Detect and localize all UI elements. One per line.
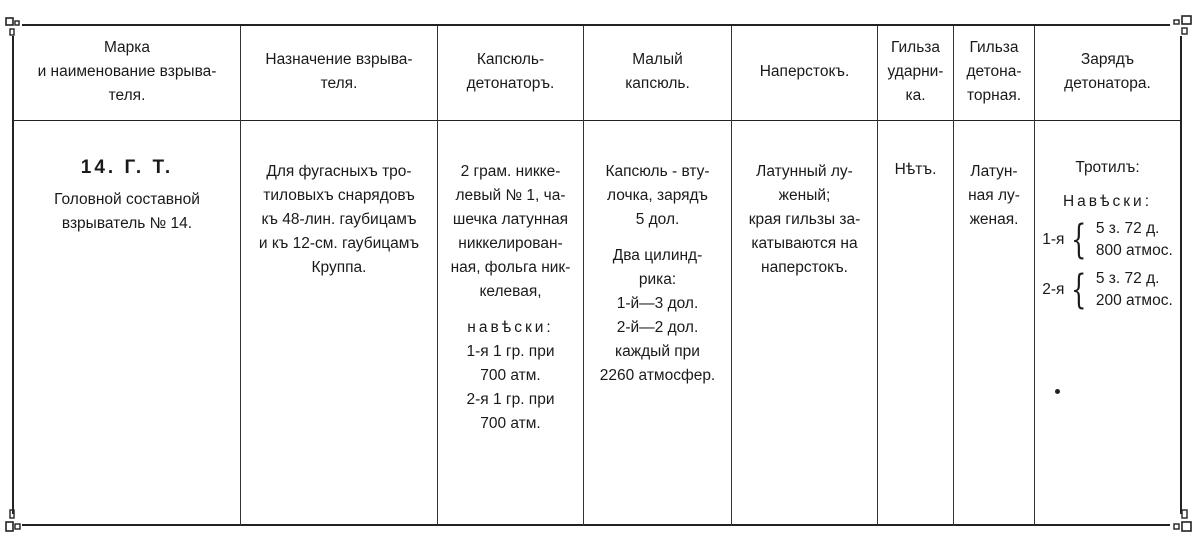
cell-gilza-detonatornaya [954, 160, 1034, 232]
charge-label: 2-я [1042, 281, 1065, 298]
header-marka [14, 26, 240, 118]
cell-text: 5 з. 72 д. [1095, 270, 1160, 287]
cell-text: 1-я 1 гр. при [466, 343, 555, 360]
header-text: капсюль. [625, 75, 690, 92]
cell-text: ная лу- [968, 187, 1020, 204]
header-text: Малый [632, 51, 683, 68]
cell-text: 2260 атмосфер. [599, 367, 716, 384]
header-text: Марка [103, 39, 151, 56]
header-kapsul-detonator [438, 26, 583, 118]
header-text: Гильза [969, 39, 1019, 56]
right-border [1180, 36, 1182, 514]
header-text: Наперстокъ. [759, 63, 850, 80]
cell-kapsul-detonator [438, 160, 583, 436]
cell-text: лочка, зарядъ [607, 187, 708, 204]
cell-text: Два цилинд- [612, 247, 703, 264]
cell-text: 5 дол. [635, 211, 680, 228]
cell-text: Латунный лу- [756, 163, 853, 180]
cell-text: 5 з. 72 д. [1095, 220, 1160, 237]
cell-text: рика: [638, 271, 677, 288]
header-text: теля. [108, 87, 146, 104]
cell-text: каждый при [615, 343, 700, 360]
header-text: Зарядъ [1080, 51, 1135, 68]
header-text: ударни- [887, 63, 944, 80]
header-zaryad [1035, 26, 1180, 118]
cell-text: никкелирован- [458, 235, 563, 252]
cell-text: ная, фольга ник- [450, 259, 571, 276]
cell-text: 2 грам. никке- [460, 163, 561, 180]
header-naznachenie [241, 26, 437, 118]
header-gilza-detonatornaya [954, 26, 1034, 118]
brace-icon: { [1071, 267, 1087, 313]
header-text: теля. [320, 75, 358, 92]
cell-text: 2-я 1 гр. при [466, 391, 555, 408]
cell-text: женая. [969, 211, 1019, 228]
cell-text: Для фугасныхъ тро- [266, 163, 412, 180]
cell-text: края гильзы за- [748, 211, 861, 228]
cell-naznachenie [241, 160, 437, 280]
cell-text: женый; [778, 187, 831, 204]
charge-2 [1035, 268, 1180, 312]
header-gilza-udarnika [878, 26, 953, 118]
cell-text: келевая, [479, 283, 542, 300]
corner-ornament-bottom-right [1156, 508, 1196, 538]
cell-text: Капсюль - вту- [605, 163, 710, 180]
cell-maly-kapsul [584, 160, 731, 388]
header-text: Назначение взрыва- [265, 51, 413, 68]
cell-text: шечка латунная [452, 211, 569, 228]
corner-ornament-bottom-left [4, 508, 44, 538]
cell-text: и къ 12-см. гаубицамъ [258, 235, 420, 252]
cell-text: къ 48-лин. гаубицамъ [261, 211, 417, 228]
cell-text: наперстокъ. [761, 259, 848, 276]
header-text: Гильза [890, 39, 941, 56]
header-text: детона- [966, 63, 1022, 80]
naveski-label: навѣски: [467, 319, 554, 336]
charge-1 [1035, 218, 1180, 262]
header-text: ка. [905, 87, 926, 104]
cell-text: 800 атмос. [1095, 242, 1173, 259]
cell-text: 1-й—3 дол. [616, 295, 699, 312]
cell-marka [14, 154, 240, 236]
header-text: Капсюль- [476, 51, 545, 68]
cell-text: левый № 1, ча- [455, 187, 566, 204]
cell-text: 700 атм. [480, 415, 541, 432]
header-text: детонатора. [1064, 75, 1151, 92]
bottom-border [22, 524, 1170, 526]
fuze-title: 14. Г. Т. [80, 157, 174, 178]
header-divider [14, 120, 1180, 121]
naveski-label: Навѣски: [1062, 193, 1153, 210]
cell-text: Головной составной [54, 191, 200, 208]
header-text: и наименование взрыва- [37, 63, 217, 80]
cell-text: 2-й—2 дол. [616, 319, 699, 336]
header-text: торная. [966, 87, 1022, 104]
cell-zaryad [1035, 156, 1180, 318]
cell-text: катываются на [751, 235, 858, 252]
header-naperstok [732, 26, 877, 118]
cell-text: 700 атм. [480, 367, 541, 384]
brace-icon: { [1071, 217, 1087, 263]
cell-text: Нѣтъ. [894, 161, 937, 178]
header-text: детонаторъ. [466, 75, 555, 92]
cell-text: взрыватель № 14. [61, 215, 193, 232]
cell-text: 200 атмос. [1095, 292, 1173, 309]
cell-text: Круппа. [311, 259, 367, 276]
header-maly-kapsul [584, 26, 731, 118]
cell-gilza-udarnika [878, 158, 953, 182]
charge-label: 1-я [1042, 231, 1065, 248]
cell-naperstok [732, 160, 877, 280]
cell-text: Латун- [970, 163, 1018, 180]
print-speck [1055, 389, 1060, 394]
cell-text: тиловыхъ снарядовъ [263, 187, 415, 204]
cell-text: Тротилъ: [1075, 159, 1140, 176]
